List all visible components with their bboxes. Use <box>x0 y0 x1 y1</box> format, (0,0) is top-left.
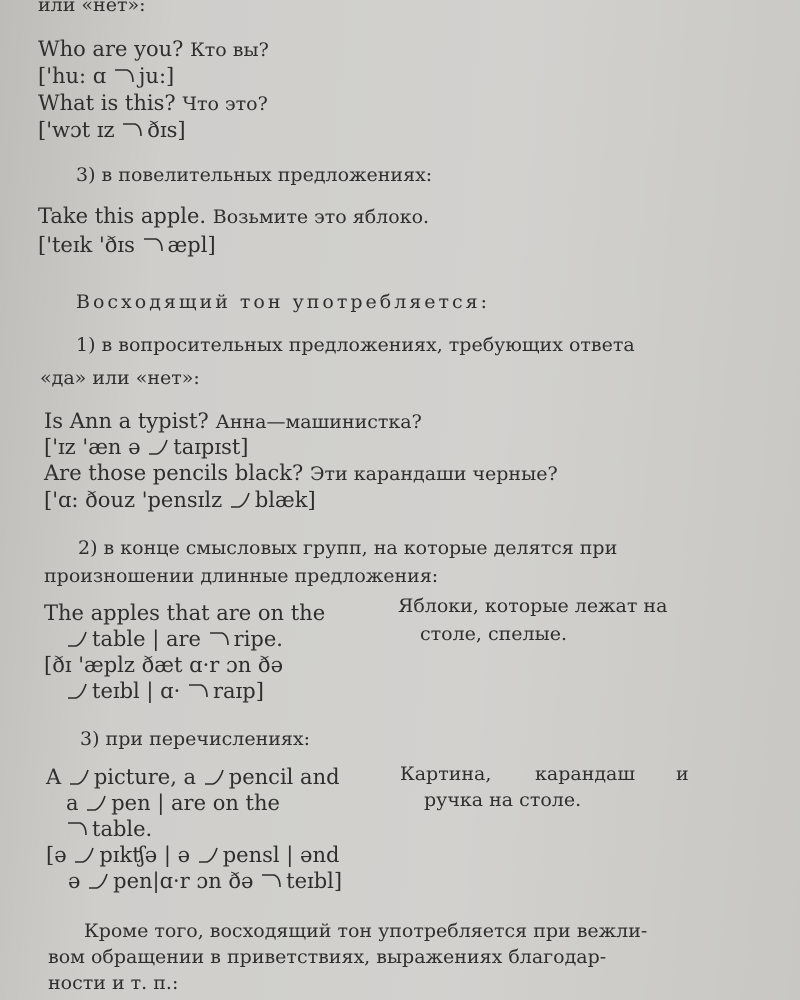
list-item-questions-cont: «да» или «нет»: <box>40 367 200 389</box>
falling-tone-icon <box>66 819 92 839</box>
falling-tone-icon <box>208 629 234 649</box>
russian-translation: ручка на столе. <box>424 789 582 811</box>
falling-tone-icon <box>260 871 286 891</box>
rising-tone-icon <box>85 793 111 813</box>
paragraph-line: ности и т. п.: <box>48 972 179 994</box>
rising-tone-icon <box>66 681 92 701</box>
list-item-imperative: 3) в повелительных предложениях: <box>76 164 433 186</box>
example-line <box>44 408 422 435</box>
russian-translation: Анна—машинистка? <box>215 411 422 433</box>
example-english-line: table. <box>66 816 152 842</box>
transcription-line: ['hu: ɑ ju:] <box>38 64 175 88</box>
english-sentence: Are those pencils black? <box>44 461 304 485</box>
english-sentence: Is Ann a typist? <box>44 409 209 433</box>
transcription-line: [ə pɪkʧə | ə pensl | ənd <box>46 843 340 867</box>
english-sentence: Who are you? <box>38 37 184 61</box>
example-english-line: table | are ripe. <box>66 626 283 652</box>
paragraph-line: вом обращении в приветствиях, выражениях благодар- <box>48 946 607 968</box>
rising-tone-icon <box>73 845 99 865</box>
top-cut-text: или «нет»: <box>38 0 146 16</box>
transcription-line: ə pen|ɑ·r ɔn ðə teɪbl] <box>68 869 343 893</box>
section-heading: Восходящий тон употребляется: <box>76 291 491 313</box>
example-line <box>38 36 269 63</box>
example-line <box>44 460 558 487</box>
falling-tone-icon <box>187 681 213 701</box>
example-english-line: A picture, a pencil and <box>46 765 340 789</box>
transcription-line: ['teɪk 'ðɪs æpl] <box>38 233 216 257</box>
example-line <box>38 90 268 117</box>
falling-tone-icon <box>113 66 139 86</box>
rising-tone-icon <box>197 845 223 865</box>
russian-translation: Яблоки, которые лежат на <box>398 595 668 617</box>
russian-translation: и <box>676 763 689 785</box>
list-item-questions: 1) в вопросительных предложениях, требующих ответа <box>76 334 635 356</box>
rising-tone-icon <box>68 767 94 787</box>
rising-tone-icon <box>229 490 255 510</box>
english-sentence: Take this apple. <box>38 204 207 228</box>
list-item-enumeration: 3) при перечислениях: <box>80 728 310 750</box>
rising-tone-icon <box>203 767 229 787</box>
russian-translation: Эти карандаши черные? <box>309 463 558 485</box>
transcription-line: ['ɪz 'æn ə taɪpɪst] <box>44 435 249 459</box>
list-item-sense-groups: 2) в конце смысловых групп, на которые делятся при <box>78 537 618 559</box>
russian-translation: столе, спелые. <box>420 623 568 645</box>
russian-translation: Что это? <box>182 93 268 115</box>
russian-translation: Кто вы? <box>190 39 269 61</box>
rising-tone-icon <box>66 629 92 649</box>
example-line <box>38 203 429 230</box>
transcription-line: ['ɑ: ðouz 'pensɪlz blæk] <box>44 488 316 512</box>
transcription-line: [ðɪ 'æplz ðæt ɑ·r ɔn ðə <box>44 653 283 677</box>
list-item-sense-groups-cont: произношении длинные предложения: <box>44 565 439 587</box>
paragraph-line: Кроме того, восходящий тон употребляется при вежли- <box>84 920 648 942</box>
falling-tone-icon <box>142 235 168 255</box>
english-sentence: What is this? <box>38 91 176 115</box>
transcription-line: ['wɔt ɪz ðɪs] <box>38 118 186 142</box>
russian-translation: Картина, <box>400 763 492 785</box>
falling-tone-icon <box>121 120 147 140</box>
russian-translation: карандаш <box>535 763 636 785</box>
rising-tone-icon <box>147 437 173 457</box>
rising-tone-icon <box>87 871 113 891</box>
example-english-line: a pen | are on the <box>66 791 280 815</box>
example-english-line: The apples that are on the <box>44 601 326 625</box>
transcription-line: teɪbl | ɑ· raɪp] <box>66 678 264 704</box>
russian-translation: Возьмите это яблоко. <box>212 206 430 228</box>
